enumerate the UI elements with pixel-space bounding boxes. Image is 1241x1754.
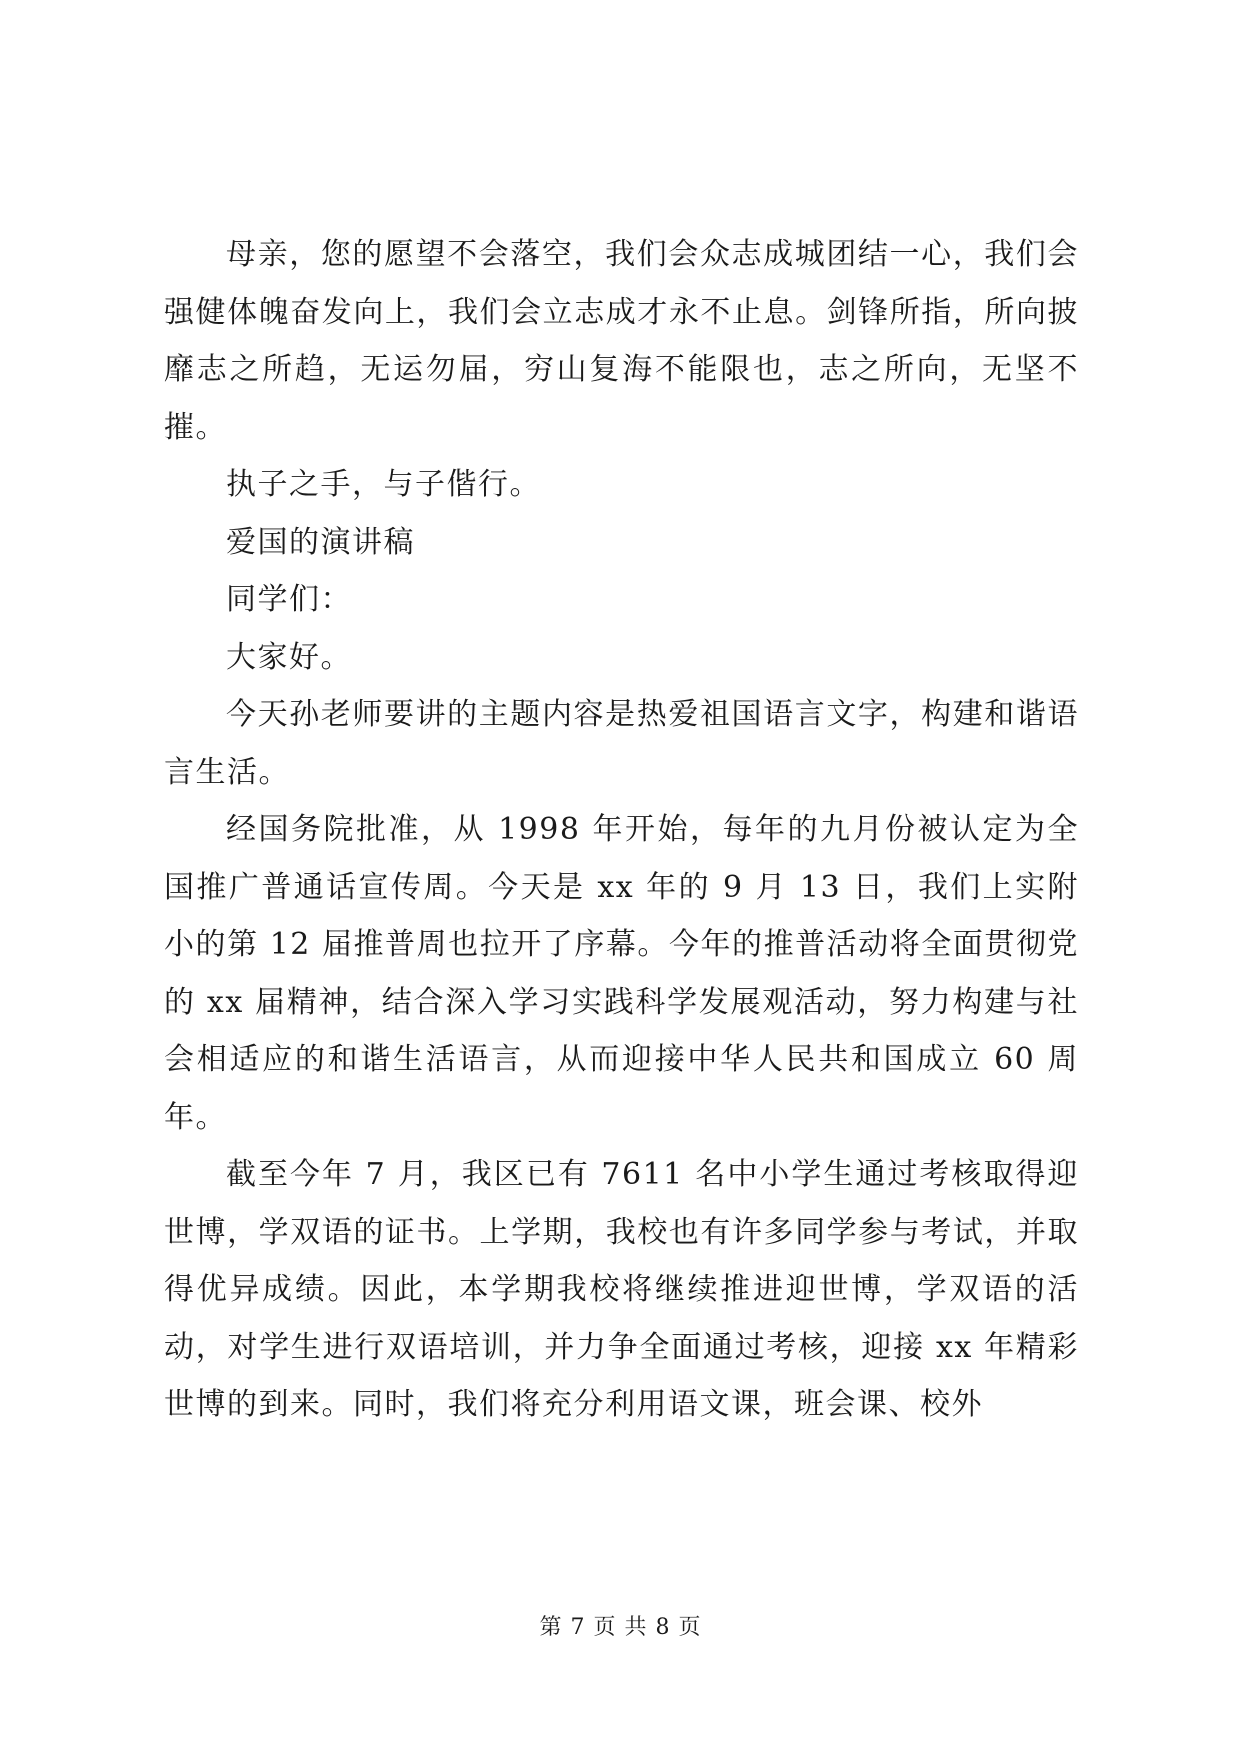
- paragraph: 截至今年 7 月，我区已有 7611 名中小学生通过考核取得迎世博，学双语的证书。上学期，我校也有许多同学参与考试，并取得优异成绩。因此，本学期我校将继续推进迎世博，学双语的活动，对学生进行双语培训，并力争全面通过考核，迎接 xx 年精彩世博的到来。同时，我们将充分利用语文课，班会课、校外: [164, 1157, 1079, 1422]
- paragraph-salutation: 同学们：: [226, 582, 352, 617]
- paragraph: 执子之手，与子偕行。: [226, 467, 541, 502]
- paragraph: 母亲，您的愿望不会落空，我们会众志成城团结一心，我们会强健体魄奋发向上，我们会立志成才永不止息。剑锋所指，所向披靡志之所趋，无运勿届，穷山复海不能限也，志之所向，无坚不摧。: [164, 237, 1079, 445]
- paragraph: 今天孙老师要讲的主题内容是热爱祖国语言文字，构建和谐语言生活。: [164, 697, 1079, 790]
- paragraph-heading: 爱国的演讲稿: [226, 524, 415, 560]
- paragraph-greeting: 大家好。: [226, 639, 352, 675]
- document-body: [164, 226, 1079, 1434]
- page-footer: 第 7 页 共 8 页: [539, 1615, 702, 1640]
- paragraph: 经国务院批准，从 1998 年开始，每年的九月份被认定为全国推广普通话宣传周。今天是 xx 年的 9 月 13 日，我们上实附小的第 12 届推普周也拉开了序幕。今年的推普活动将全面贯彻党的 xx 届精神，结合深入学习实践科学发展观活动，努力构建与社会相适应的和谐生活语言，从而迎接中华人民共和国成立 60 周年。: [164, 812, 1079, 1135]
